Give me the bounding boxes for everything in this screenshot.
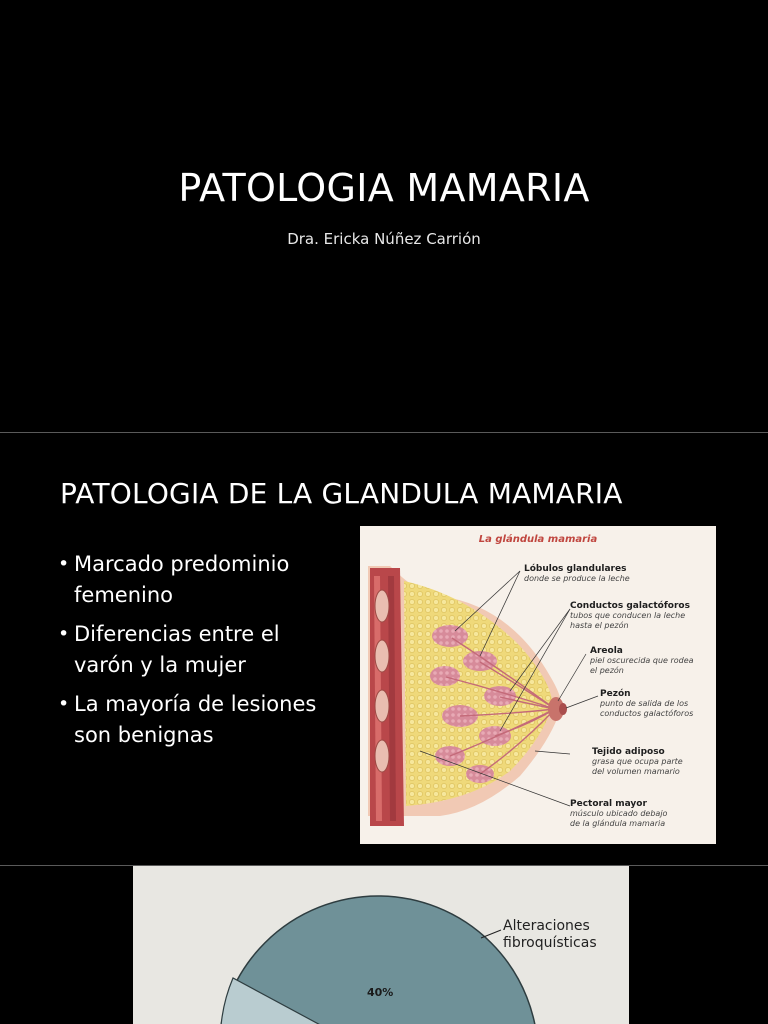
- bullet-dot-icon: •: [58, 693, 70, 715]
- label-areola: Areola piel oscurecida que rodea el pezón: [590, 646, 694, 675]
- bullet-list: [58, 549, 358, 759]
- pie-percent-label: 40%: [367, 986, 394, 999]
- breast-anatomy-figure: [360, 526, 716, 844]
- bullet-item: [58, 549, 358, 611]
- label-pezon: Pezón punto de salida de los conductos galactóforos: [600, 689, 694, 718]
- bullet-line: femenino: [74, 583, 173, 607]
- leader-line: [481, 930, 501, 938]
- bullet-line: son benignas: [74, 723, 214, 747]
- bullet-line: Diferencias entre el: [74, 622, 280, 646]
- title-slide: [0, 0, 768, 432]
- pie-chart-panel: [133, 866, 629, 1024]
- chart-slide: [0, 866, 768, 1024]
- label-tejido-adiposo: Tejido adiposo grasa que ocupa parte del volumen mamario: [592, 747, 683, 776]
- content-slide: [0, 433, 768, 865]
- bullet-dot-icon: •: [58, 553, 70, 575]
- chart-label: Alteraciones fibroquísticas: [503, 918, 597, 951]
- bullet-item: [58, 689, 358, 751]
- slide-heading: PATOLOGIA DE LA GLANDULA MAMARIA: [60, 477, 623, 510]
- bullet-line: La mayoría de lesiones: [74, 692, 317, 716]
- label-conductos: Conductos galactóforos tubos que conducen la leche hasta el pezón: [570, 601, 690, 630]
- bullet-dot-icon: •: [58, 623, 70, 645]
- label-pectoral-mayor: Pectoral mayor músculo ubicado debajo de la glándula mamaria: [570, 799, 668, 828]
- bullet-item: [58, 619, 358, 681]
- presentation-title: PATOLOGIA MAMARIA: [178, 166, 590, 210]
- label-lobulos: Lóbulos glandulares donde se produce la leche: [524, 564, 630, 583]
- presentation-author: Dra. Ericka Núñez Carrión: [287, 230, 481, 248]
- bullet-line: Marcado predominio: [74, 552, 290, 576]
- bullet-line: varón y la mujer: [74, 653, 246, 677]
- figure-title: La glándula mamaria: [478, 534, 598, 545]
